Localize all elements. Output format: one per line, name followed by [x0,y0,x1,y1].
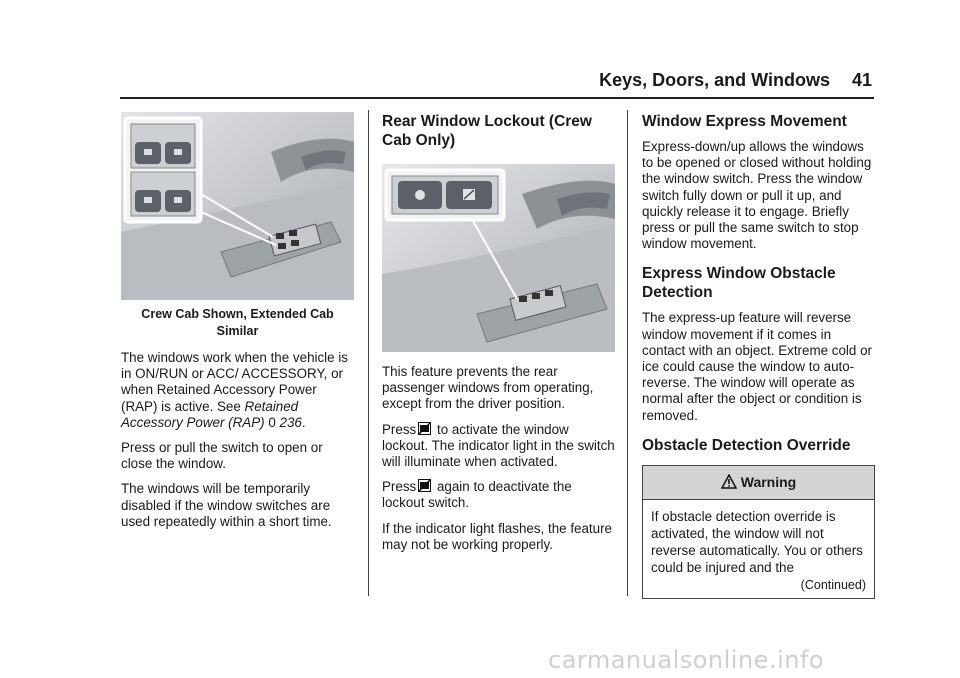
window-lockout-icon [418,422,431,435]
paragraph-deactivate: Press again to deactivate the lockout switch. [382,479,572,511]
header-rule [120,97,874,99]
heading-express-movement: Window Express Movement [642,113,847,130]
paragraph-disabled: The windows will be temporarily disabled if the window switches are used repeatedly within a short time. [121,481,332,529]
column-divider-2 [627,110,628,596]
paragraph-flashing: If the indicator light flashes, the feature may not be working properly. [382,520,613,552]
paragraph-express: Express-down/up allows the windows to be opened or closed without holding the window switch. Press the window switch fully down or pull it up, and quickly release it to engage. Briefly press or pull the same switch to stop window movement. [642,139,872,252]
door-switch-photo [121,112,354,300]
paragraph-power-modes: The windows work when the vehicle is in ON/RUN or ACC/ ACCESSORY, or when Retained Accessory Power (RAP) is active. See Retained Accessory Power (RAP) 0 236. [121,350,349,430]
warning-box [642,465,875,599]
window-lockout-icon [418,479,431,492]
warning-header: Warning [643,466,874,500]
paragraph-press-pull: Press or pull the switch to open or close the window. [121,440,323,472]
heading-obstacle-detection: Express Window Obstacle Detection [642,265,836,302]
page-ref-number[interactable]: 236 [279,414,302,430]
paragraph-obstacle: The express-up feature will reverse window movement if it comes in contact with an object. Extreme cold or ice could cause the window to auto-reverse. The window will operate as normal after the object or condition is removed. [642,310,872,423]
column-3 [642,112,875,599]
lockout-switch-photo [382,164,615,352]
heading-rear-window-lockout: Rear Window Lockout (Crew Cab Only) [382,113,592,149]
column-divider-1 [368,110,369,596]
page-ref-symbol: 0 [268,414,276,430]
paragraph-activate: Press to activate the window lockout. The indicator light in the switch will illuminate when activated. [382,421,615,470]
page-header [599,70,872,91]
heading-override: Obstacle Detection Override [642,436,851,454]
continued-label: (Continued) [800,577,866,592]
rap-reference-link[interactable]: Retained Accessory Power (RAP) [121,398,299,430]
column-2 [382,112,615,562]
warning-triangle-icon [721,468,737,501]
warning-body: If obstacle detection override is activated, the window will not reverse automatically. You or others could be injured and the (Continued) [643,500,874,598]
column-1 [121,112,354,539]
watermark: carmanualsonline.info [548,646,825,674]
section-title: Keys, Doors, and Windows [599,70,830,90]
figure-caption: Crew Cab Shown, Extended Cab Similar [141,307,334,338]
paragraph-feature: This feature prevents the rear passenger windows from operating, except from the driver position. [382,364,594,412]
page-number: 41 [851,70,872,90]
